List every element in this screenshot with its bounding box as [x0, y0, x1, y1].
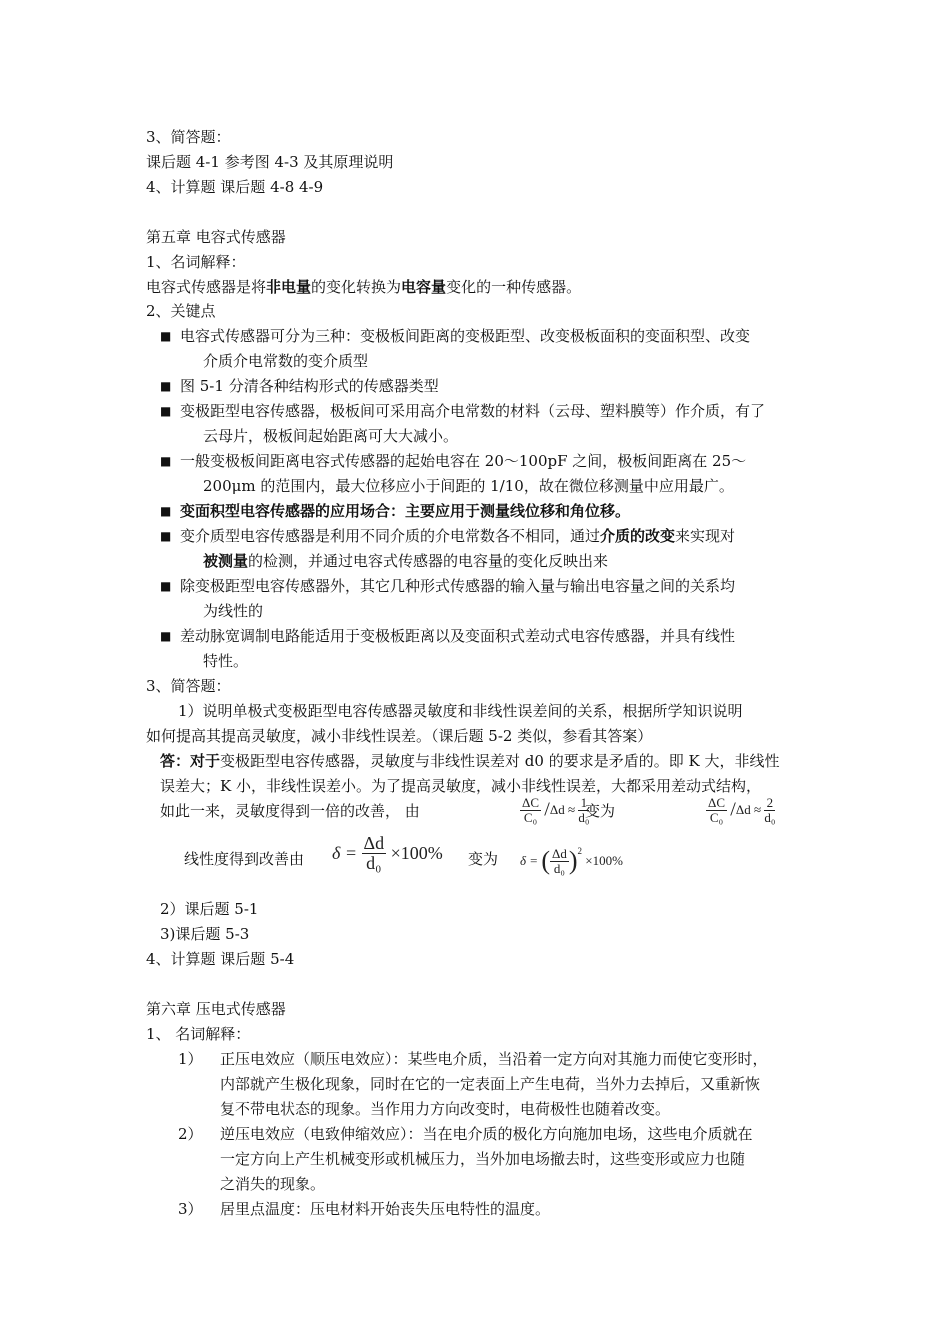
term-heading-ch6: 1、 名词解释：	[146, 1025, 251, 1043]
keypoint-2: 图 5-1 分清各种结构形式的传感器类型	[180, 377, 439, 395]
keypoint-7: 除变极距型电容传感器外，其它几种形式传感器的输入量与输出电容量之间的关系均	[180, 577, 736, 595]
keypoint-4: 一般变极板间距离电容式传感器的起始电容在 20～100pF 之间，极板间距离在 25～	[180, 452, 747, 470]
item-1-cont2: 复不带电状态的现象。当作用力方向改变时，电荷极性也随着改变。	[220, 1100, 671, 1118]
item-3: 居里点温度：压电材料开始丧失压电特性的温度。	[220, 1200, 551, 1218]
linearity-label: 线性度得到改善由	[184, 850, 305, 868]
keypoint-8: 差动脉宽调制电路能适用于变极板距离以及变面积式差动式电容传感器，并具有线性	[180, 627, 736, 645]
keypoint-3: 变极距型电容传感器，极板间可采用高介电常数的材料（云母、塑料膜等）作介质，有了	[180, 402, 766, 420]
item-1: 正压电效应（顺压电效应）：某些电介质，当沿着一定方向对其施力而使它变形时，	[220, 1050, 768, 1068]
bullet-icon: ■	[160, 629, 172, 643]
item-2-cont1: 一定方向上产生机械变形或机械压力，当外加电场撤去时，这些变形或应力也随	[220, 1150, 746, 1168]
formula-nonlinearity-differential: δ = ( $\frac{\Delta d}{\text{d₀}}$ )$^2$ ×100%	[520, 845, 623, 876]
answer-line-3: 如此一来，灵敏度得到一倍的改善， 由	[160, 802, 420, 820]
item-2-number: 2）	[178, 1125, 203, 1143]
term-heading: 1、名词解释：	[146, 253, 246, 271]
keypoint-1-cont: 介质介电常数的变介质型	[203, 352, 369, 370]
keypoint-5: 变面积型电容传感器的应用场合：主要应用于测量线位移和角位移。	[180, 502, 631, 520]
qa-heading: 3、简答题：	[146, 677, 231, 695]
becomes-label-2: 变为	[468, 850, 499, 868]
keypoints-heading: 2、关键点	[146, 302, 216, 320]
item-2: 逆压电效应（电致伸缩效应）：当在电介质的极化方向施加电场，这些电介质就在	[220, 1125, 753, 1143]
keypoint-4-cont: 200μm 的范围内，最大位移应小于间距的 1/10，故在微位移测量中应用最广。	[203, 477, 734, 495]
keypoint-6-cont: 被测量的检测，并通过电容式传感器的电容量的变化反映出来	[203, 552, 609, 570]
short-answer-heading: 3、简答题：	[146, 128, 231, 146]
question-3: 3)课后题 5-3	[160, 925, 250, 943]
item-3-number: 3）	[178, 1200, 203, 1218]
formula-sensitivity-single: $\frac{\Delta C}{\text{C₀}}$ /Δd ≈ $\frac{1}{\text{d₀}}$	[522, 795, 590, 825]
calc-heading-ch5: 4、计算题 课后题 5-4	[146, 950, 295, 968]
item-1-cont1: 内部就产生极化现象，同时在它的一定表面上产生电荷，当外力去掉后，又重新恢	[220, 1075, 761, 1093]
keypoint-6: 变介质型电容传感器是利用不同介质的介电常数各不相同，通过介质的改变来实现对	[180, 527, 736, 545]
item-1-number: 1）	[178, 1050, 203, 1068]
question-1: 1）说明单极式变极距型电容传感器灵敏度和非线性误差间的关系，根据所学知识说明	[178, 702, 743, 720]
question-2: 2）课后题 5-1	[160, 900, 259, 918]
chapter6-title: 第六章 压电式传感器	[146, 1000, 286, 1018]
bullet-icon: ■	[160, 504, 172, 518]
question-1-cont: 如何提高其提高灵敏度，减小非线性误差。（课后题 5-2 类似，参看其答案）	[146, 727, 653, 745]
bullet-icon: ■	[160, 379, 172, 393]
item-2-cont2: 之消失的现象。	[220, 1175, 326, 1193]
definition: 电容式传感器是将非电量的变化转换为电容量变化的一种传感器。	[146, 278, 582, 296]
bullet-icon: ■	[160, 454, 172, 468]
bullet-icon: ■	[160, 529, 172, 543]
exercise-line: 课后题 4-1 参考图 4-3 及其原理说明	[146, 153, 394, 171]
keypoint-7-cont: 为线性的	[203, 602, 264, 620]
chapter5-title: 第五章 电容式传感器	[146, 228, 286, 246]
calc-heading: 4、计算题 课后题 4-8 4-9	[146, 178, 324, 196]
formula-nonlinearity-single: δ = $\frac{\Delta d}{\text{d₀}}$ ×100%	[332, 833, 443, 873]
keypoint-1: 电容式传感器可分为三种：变极板间距离的变极距型、改变极板面积的变面积型、改变	[180, 327, 751, 345]
formula-sensitivity-differential: $\frac{\Delta C}{\text{C₀}}$ /Δd ≈ $\frac{2}{\text{d₀}}$	[708, 795, 776, 825]
bullet-icon: ■	[160, 579, 172, 593]
bullet-icon: ■	[160, 329, 172, 343]
keypoint-3-cont: 云母片，极板间起始距离可大大减小。	[203, 427, 459, 445]
bullet-icon: ■	[160, 404, 172, 418]
answer-line-2: 误差大；K 小，非线性误差小。为了提高灵敏度，减小非线性误差，大都采用差动式结构，	[160, 777, 761, 795]
answer-line-1: 答：对于变极距型电容传感器，灵敏度与非线性误差对 d0 的要求是矛盾的。即 K 大，非线性	[160, 752, 780, 770]
keypoint-8-cont: 特性。	[203, 652, 249, 670]
becomes-label: 变为	[585, 802, 616, 820]
